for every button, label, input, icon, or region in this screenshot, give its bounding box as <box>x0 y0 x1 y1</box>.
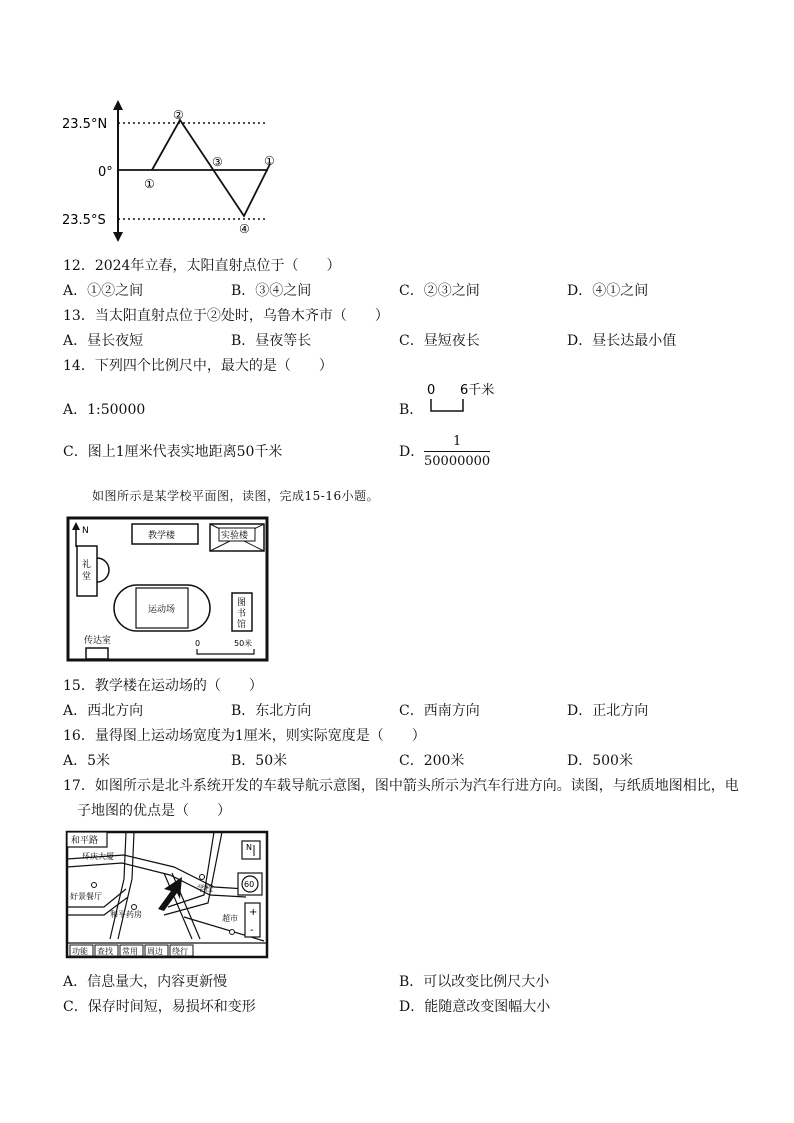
fraction-numerator: 1 <box>424 434 490 452</box>
q15-option-a[interactable]: A．西北方向 <box>63 703 144 719</box>
place-supermarket: 超市 <box>222 914 238 923</box>
library-label-2: 书 <box>237 609 247 619</box>
question-17-stem-line2: 子地图的优点是（ ） <box>77 803 231 819</box>
menu-detour[interactable]: 绕行 <box>172 947 188 956</box>
road-label: 和平路 <box>71 836 99 846</box>
q12-option-b[interactable]: B．③④之间 <box>231 283 312 299</box>
school-scale-label: 50米 <box>234 639 253 648</box>
school-scale-zero: 0 <box>195 639 201 648</box>
lat-equator-label: 0° <box>98 165 113 180</box>
fraction-denominator: 50000000 <box>424 454 491 469</box>
playground-label: 运动场 <box>148 605 176 615</box>
place-huanqing-tower: 环庆大厦 <box>82 852 114 861</box>
teaching-building-label: 教学楼 <box>148 531 176 541</box>
q15-option-b[interactable]: B．东北方向 <box>231 703 312 719</box>
question-13-stem: 13．当太阳直射点位于②处时，乌鲁木齐市（ ） <box>63 308 389 324</box>
line-scale-bar <box>424 381 504 415</box>
q17-option-a[interactable]: A．信息量大，内容更新慢 <box>63 974 228 990</box>
place-haojing-restaurant: 好景餐厅 <box>70 892 102 901</box>
zoom-in-icon[interactable]: + <box>249 907 258 918</box>
question-14-stem: 14．下列四个比例尺中，最大的是（ ） <box>63 358 333 374</box>
speed-limit-label: 60 <box>244 880 255 889</box>
q12-option-c[interactable]: C．②③之间 <box>399 283 480 299</box>
library-label-3: 馆 <box>237 620 247 630</box>
question-15-stem: 15．教学楼在运动场的（ ） <box>63 678 263 694</box>
point-1-left: ① <box>144 177 155 191</box>
q14-option-d[interactable]: D． <box>399 444 425 460</box>
point-3: ③ <box>212 155 223 169</box>
q13-option-b[interactable]: B．昼夜等长 <box>231 333 312 349</box>
question-12-stem: 12．2024年立春，太阳直射点位于（ ） <box>63 258 341 274</box>
auditorium-label-1: 礼 <box>82 560 92 570</box>
lat-north-label: 23.5°N <box>62 117 108 132</box>
library-label-1: 图 <box>237 598 247 608</box>
point-1-right: ① <box>264 154 275 168</box>
q12-option-d[interactable]: D．④①之间 <box>567 283 649 299</box>
question-16-stem: 16．量得图上运动场宽度为1厘米，则实际宽度是（ ） <box>63 728 426 744</box>
question-17-stem-line1: 17．如图所示是北斗系统开发的车载导航示意图，图中箭头所示为汽车行进方向。读图，与纸质地图相比，电 <box>63 778 739 794</box>
point-4: ④ <box>239 222 250 236</box>
fraction-scale <box>424 434 490 470</box>
auditorium-label-2: 堂 <box>82 572 92 582</box>
q16-option-a[interactable]: A．5米 <box>63 753 111 769</box>
q15-option-d[interactable]: D．正北方向 <box>567 703 649 719</box>
nav-north-label: N <box>246 843 252 852</box>
lat-south-label: 23.5°S <box>62 213 106 228</box>
q16-option-b[interactable]: B．50米 <box>231 753 288 769</box>
q14-option-b[interactable]: B． <box>399 402 424 418</box>
q17-option-c[interactable]: C．保存时间短，易损坏和变形 <box>63 999 256 1015</box>
school-plan-map <box>64 515 270 665</box>
scale-bar-label: 6千米 <box>460 383 495 398</box>
point-2: ② <box>173 108 184 122</box>
q14-option-c[interactable]: C．图上1厘米代表实地距离50千米 <box>63 444 283 460</box>
reception-label: 传达室 <box>84 636 112 646</box>
zoom-out-icon[interactable]: - <box>250 925 254 936</box>
q16-option-d[interactable]: D．500米 <box>567 753 633 769</box>
q17-option-b[interactable]: B．可以改变比例尺大小 <box>399 974 550 990</box>
place-school: 学校 <box>197 884 213 893</box>
scale-bar-zero: 0 <box>427 383 436 398</box>
car-navigation-map <box>64 829 270 960</box>
q15-option-c[interactable]: C．西南方向 <box>399 703 480 719</box>
q16-option-c[interactable]: C．200米 <box>399 753 465 769</box>
lab-building-label: 实验楼 <box>221 531 249 541</box>
q17-option-d[interactable]: D．能随意改变图幅大小 <box>399 999 551 1015</box>
menu-nearby[interactable]: 周边 <box>147 947 163 956</box>
q13-option-d[interactable]: D．昼长达最小值 <box>567 333 677 349</box>
q13-option-a[interactable]: A．昼长夜短 <box>63 333 144 349</box>
sun-direct-point-diagram <box>60 98 310 243</box>
menu-frequent[interactable]: 常用 <box>122 947 138 956</box>
menu-search[interactable]: 查找 <box>97 947 113 956</box>
q12-option-a[interactable]: A．①②之间 <box>63 283 144 299</box>
intro-15-16: 如图所示是某学校平面图，读图，完成15-16小题。 <box>92 489 380 503</box>
nav-menu-bar <box>70 945 193 956</box>
school-north-label: N <box>82 526 89 536</box>
menu-function[interactable]: 功能 <box>72 947 88 956</box>
q14-option-a[interactable]: A．1:50000 <box>63 402 146 418</box>
q13-option-c[interactable]: C．昼短夜长 <box>399 333 480 349</box>
place-heping-pharmacy: 和平药房 <box>110 910 142 919</box>
